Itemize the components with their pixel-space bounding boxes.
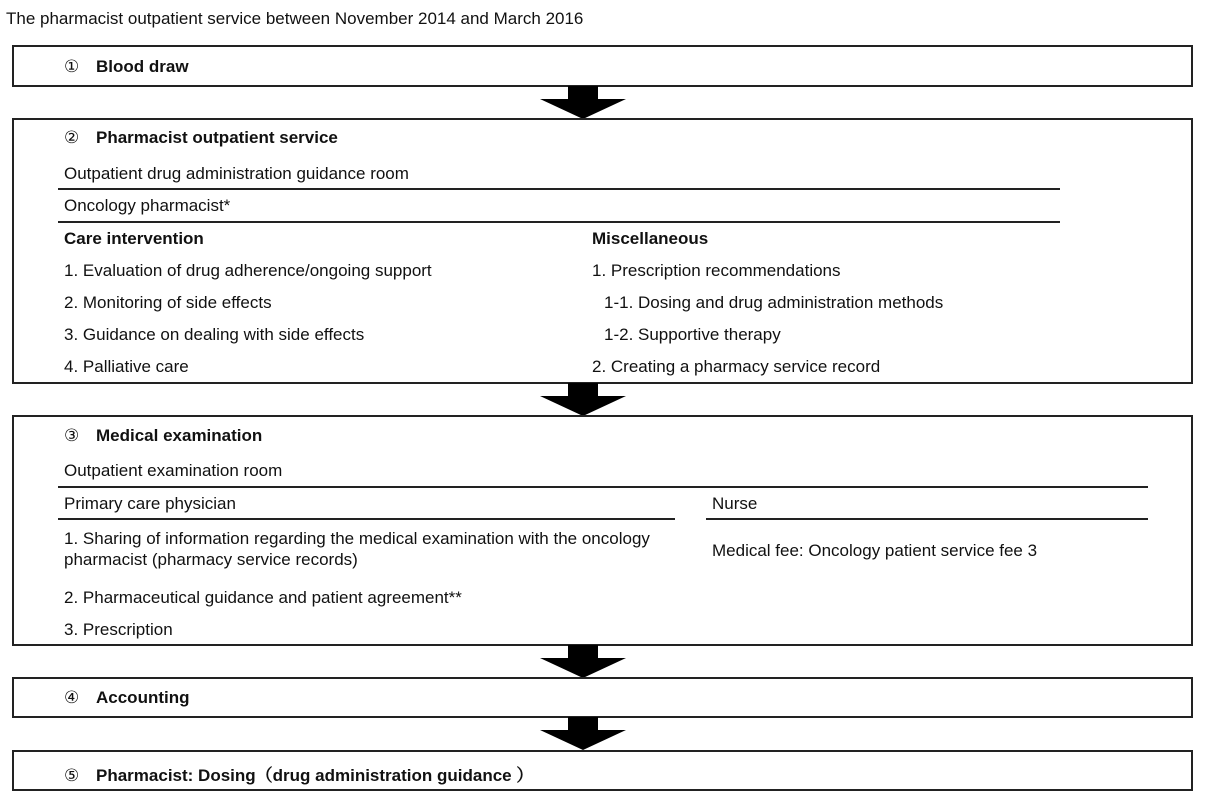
- misc-item-1-1: 1-1. Dosing and drug administration methods: [604, 293, 944, 312]
- step-3-header: [64, 426, 262, 446]
- step-1-number: ①: [64, 57, 80, 76]
- misc-item-1: 1. Prescription recommendations: [592, 261, 841, 280]
- nurse-medical-fee: Medical fee: Oncology patient service fee 3: [712, 541, 1038, 560]
- step-3-title: Medical examination: [96, 426, 263, 445]
- physician-item-2: 2. Pharmaceutical guidance and patient agreement**: [64, 588, 462, 607]
- step-2-number: ②: [64, 128, 80, 147]
- step-2-title: Pharmacist outpatient service: [96, 128, 338, 147]
- physician-item-1: 1. Sharing of information regarding the medical examination with the oncology pharmacist (pharmacy service records): [64, 529, 650, 569]
- step-4-title: Accounting: [96, 688, 190, 707]
- misc-item-2: 2. Creating a pharmacy service record: [592, 357, 881, 376]
- step-4-number: ④: [64, 688, 80, 707]
- misc-item-1-2: 1-2. Supportive therapy: [604, 325, 781, 344]
- step-1-box: [12, 45, 1193, 87]
- step-1-header: [64, 57, 189, 77]
- care-item-2: 2. Monitoring of side effects: [64, 293, 272, 312]
- diagram-caption: The pharmacist outpatient service between November 2014 and March 2016: [6, 9, 584, 28]
- care-intervention-heading: Care intervention: [64, 229, 204, 248]
- flow-arrow-3: [538, 645, 628, 679]
- care-item-4: 4. Palliative care: [64, 357, 189, 376]
- flow-arrow-2: [538, 383, 628, 417]
- pharmacist-staff-label: Oncology pharmacist*: [64, 196, 231, 215]
- step-3-number: ③: [64, 426, 80, 445]
- miscellaneous-heading: Miscellaneous: [592, 229, 709, 248]
- step-5-number: ⑤: [64, 766, 80, 785]
- step-4-header: [64, 688, 190, 708]
- care-item-3: 3. Guidance on dealing with side effects: [64, 325, 365, 344]
- step-2-header: [64, 128, 338, 148]
- pharmacist-room-label: Outpatient drug administration guidance room: [64, 164, 409, 183]
- physician-item-3: 3. Prescription: [64, 620, 173, 639]
- nurse-rule: [706, 518, 1148, 520]
- flow-arrow-4: [538, 717, 628, 751]
- physician-rule: [58, 518, 675, 520]
- step-1-title: Blood draw: [96, 57, 189, 76]
- pharmacist-staff-rule: [58, 221, 1060, 223]
- care-item-1: 1. Evaluation of drug adherence/ongoing support: [64, 261, 432, 280]
- physician-label: Primary care physician: [64, 494, 236, 513]
- step-5-title: Pharmacist: Dosing（drug administration guidance ）: [96, 766, 534, 785]
- exam-room-label: Outpatient examination room: [64, 461, 283, 480]
- pharmacist-room-rule: [58, 188, 1060, 190]
- exam-room-rule: [58, 486, 1148, 488]
- step-5-header: [64, 761, 533, 786]
- flow-arrow-1: [538, 86, 628, 120]
- nurse-label: Nurse: [712, 494, 758, 513]
